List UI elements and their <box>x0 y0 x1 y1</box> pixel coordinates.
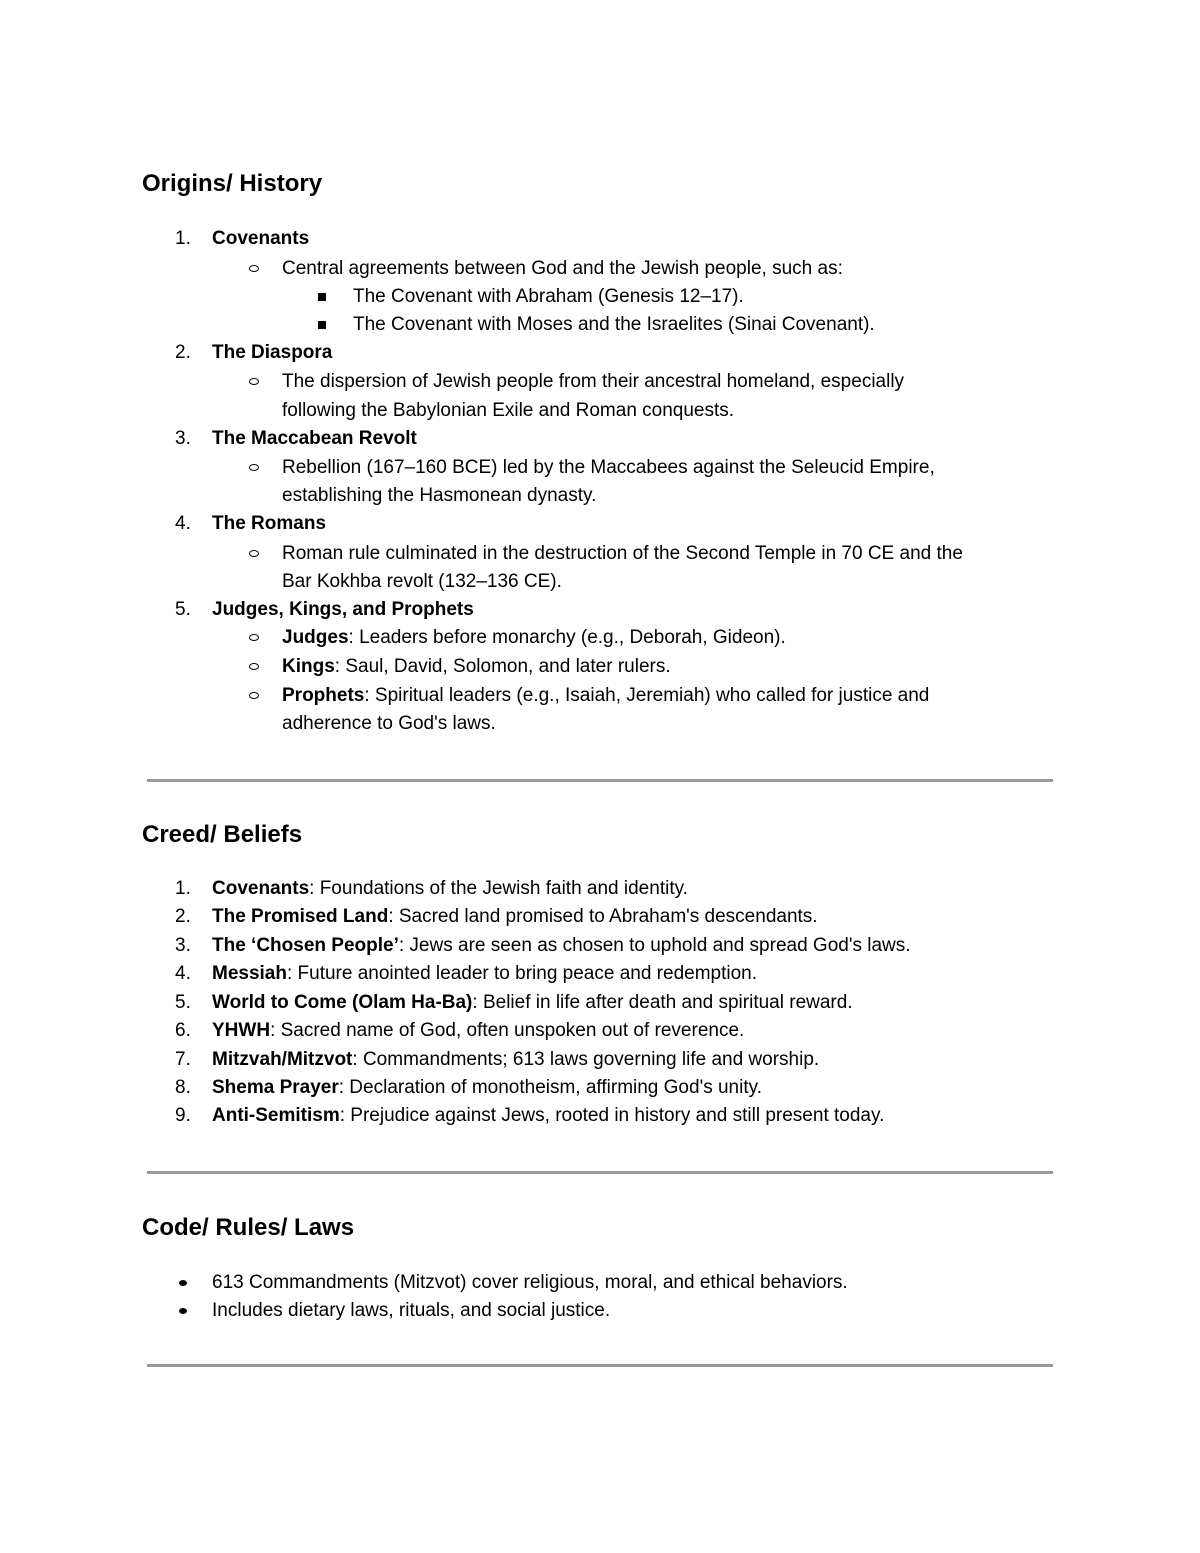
horizontal-divider <box>147 1364 1053 1367</box>
list-subitem-text-continued: adherence to God's laws. <box>282 713 496 734</box>
list-item: 613 Commandments (Mitzvot) cover religious, moral, and ethical behaviors. <box>212 1272 848 1293</box>
list-subitem-text: Kings: Saul, David, Solomon, and later rulers. <box>282 656 671 677</box>
horizontal-divider <box>147 1171 1053 1174</box>
list-subsubitem-text: The Covenant with Abraham (Genesis 12–17). <box>353 286 744 307</box>
list-item: The ‘Chosen People’: Jews are seen as chosen to uphold and spread God's laws. <box>212 935 911 956</box>
list-subitem-text-continued: Bar Kokhba revolt (132–136 CE). <box>282 571 562 592</box>
section-title-code: Code/ Rules/ Laws <box>142 1214 355 1241</box>
section-title-origins: Origins/ History <box>142 170 323 197</box>
list-number: 2. <box>175 906 191 927</box>
list-item-heading: Judges, Kings, and Prophets <box>212 599 474 620</box>
list-number: 6. <box>175 1020 191 1041</box>
list-number: 5. <box>175 599 191 620</box>
list-number: 8. <box>175 1077 191 1098</box>
list-subitem-text: Rebellion (167–160 BCE) led by the Maccabees against the Seleucid Empire, <box>282 457 935 478</box>
list-number: 1. <box>175 228 191 249</box>
horizontal-divider <box>147 779 1053 782</box>
list-item: YHWH: Sacred name of God, often unspoken out of reverence. <box>212 1020 745 1041</box>
list-number: 4. <box>175 963 191 984</box>
list-subsubitem-text: The Covenant with Moses and the Israelites (Sinai Covenant). <box>353 314 875 335</box>
list-subitem-text-continued: establishing the Hasmonean dynasty. <box>282 485 597 506</box>
list-subitem-text-continued: following the Babylonian Exile and Roman conquests. <box>282 400 735 421</box>
list-item: Includes dietary laws, rituals, and social justice. <box>212 1300 611 1321</box>
section-title-creed: Creed/ Beliefs <box>142 821 303 848</box>
list-subitem-text: Judges: Leaders before monarchy (e.g., Deborah, Gideon). <box>282 627 786 648</box>
list-item-heading: The Diaspora <box>212 342 333 363</box>
list-number: 7. <box>175 1049 191 1070</box>
list-item-heading: The Romans <box>212 513 327 534</box>
list-number: 4. <box>175 513 191 534</box>
list-subitem-text: Roman rule culminated in the destruction of the Second Temple in 70 CE and the <box>282 543 963 564</box>
list-number: 5. <box>175 992 191 1013</box>
list-item-heading: Covenants <box>212 228 310 249</box>
list-subitem-text: Prophets: Spiritual leaders (e.g., Isaiah, Jeremiah) who called for justice and <box>282 685 930 706</box>
list-item: Shema Prayer: Declaration of monotheism, affirming God's unity. <box>212 1077 762 1098</box>
list-item: Anti-Semitism: Prejudice against Jews, rooted in history and still present today. <box>212 1105 885 1126</box>
list-subitem-text: The dispersion of Jewish people from their ancestral homeland, especially <box>282 371 905 392</box>
list-item-heading: The Maccabean Revolt <box>212 428 417 449</box>
list-item: The Promised Land: Sacred land promised to Abraham's descendants. <box>212 906 818 927</box>
list-number: 1. <box>175 878 191 899</box>
list-number: 9. <box>175 1105 191 1126</box>
list-item: Mitzvah/Mitzvot: Commandments; 613 laws governing life and worship. <box>212 1049 820 1070</box>
list-number: 3. <box>175 428 191 449</box>
list-subitem-text: Central agreements between God and the Jewish people, such as: <box>282 258 843 279</box>
list-item: Messiah: Future anointed leader to bring peace and redemption. <box>212 963 758 984</box>
list-number: 2. <box>175 342 191 363</box>
list-item: World to Come (Olam Ha-Ba): Belief in life after death and spiritual reward. <box>212 992 853 1013</box>
list-number: 3. <box>175 935 191 956</box>
list-item: Covenants: Foundations of the Jewish faith and identity. <box>212 878 688 899</box>
